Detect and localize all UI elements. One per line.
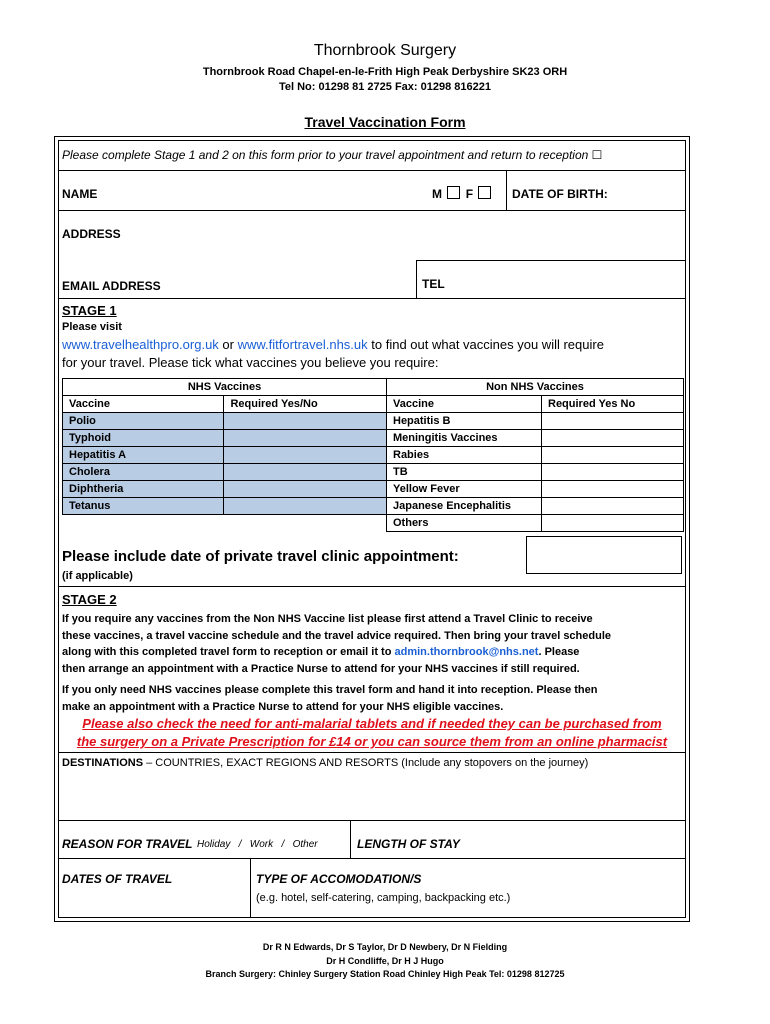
destinations-text: – COUNTRIES, EXACT REGIONS AND RESORTS (Include any stopovers on the journey)	[143, 757, 589, 769]
stage2-p1-line3b: . Please	[538, 646, 580, 658]
stage2-heading: STAGE 2	[62, 592, 117, 607]
stage1-text-line2: for your travel. Please tick what vaccines you believe you require:	[62, 355, 439, 370]
stage1-text1: to find out what vaccines you will require	[367, 337, 604, 352]
vaccine-table	[62, 378, 684, 532]
length-of-stay-label: LENGTH OF STAY	[357, 837, 460, 851]
nhs-vaccine: Typhoid	[63, 430, 224, 447]
practice-address: Thornbrook Road Chapel-en-le-Frith High Peak Derbyshire SK23 ORH	[202, 66, 568, 78]
form-title: Travel Vaccination Form	[304, 114, 466, 130]
destinations-label: DESTINATIONS	[62, 757, 144, 769]
reason-options: Holiday / Work / Other	[197, 839, 318, 850]
non-col-vaccine: Vaccine	[387, 396, 542, 413]
name-label: NAME	[62, 187, 98, 201]
stage2-p1-line4: then arrange an appointment with a Practice Nurse to attend for your NHS vaccines if still required.	[62, 662, 580, 675]
nhs-col-vaccine: Vaccine	[63, 396, 224, 413]
stage2-p2-line1: If you only need NHS vaccines please complete this travel form and hand it into reception. Please then	[62, 684, 598, 696]
non-vaccine: Yellow Fever	[387, 481, 542, 498]
private-clinic-note: (if applicable)	[62, 570, 133, 582]
footer-doctors-2: Dr H Condliffe, Dr H J Hugo	[326, 956, 444, 966]
nhs-vaccine: Tetanus	[63, 498, 224, 515]
footer-doctors-1: Dr R N Edwards, Dr S Taylor, Dr D Newbery, Dr N Fielding	[262, 942, 508, 952]
non-nhs-header: Non NHS Vaccines	[387, 379, 684, 396]
sex-options	[432, 186, 493, 201]
stage2-p1-line3a: along with this completed travel form to reception or email it to	[62, 646, 395, 658]
travelhealthpro-link[interactable]: www.travelhealthpro.org.uk	[62, 337, 219, 352]
nhs-required-cell[interactable]	[224, 498, 387, 515]
stage2-p2-line2: make an appointment with a Practice Nurse to attend for your NHS eligible vaccines.	[62, 700, 504, 713]
nhs-required-cell[interactable]	[224, 481, 387, 498]
practice-name: Thornbrook Surgery	[313, 42, 457, 59]
non-col-required: Required Yes No	[542, 396, 684, 413]
female-label: F	[465, 187, 474, 201]
non-vaccine: Japanese Encephalitis	[387, 498, 542, 515]
address-label: ADDRESS	[62, 227, 121, 241]
nhs-required-cell[interactable]	[224, 413, 387, 430]
tel-label: TEL	[422, 277, 445, 291]
non-required-cell[interactable]	[542, 430, 684, 447]
form-instruction: Please complete Stage 1 and 2 on this form prior to your travel appointment and return to reception ☐	[62, 148, 603, 162]
stage1-visit: Please visit	[62, 321, 122, 333]
accommodation-example: (e.g. hotel, self-catering, camping, backpacking etc.)	[256, 892, 511, 904]
stage2-p1-line3	[62, 644, 611, 661]
non-required-cell[interactable]	[542, 464, 684, 481]
non-required-cell[interactable]	[542, 515, 684, 532]
destinations-row	[62, 757, 588, 769]
nhs-vaccine: Hepatitis A	[63, 447, 224, 464]
non-required-cell[interactable]	[542, 413, 684, 430]
non-vaccine: Rabies	[387, 447, 542, 464]
nhs-required-empty	[224, 515, 387, 532]
nhs-required-cell[interactable]	[224, 464, 387, 481]
accommodation-label: TYPE OF ACCOMODATION/S	[256, 872, 422, 886]
stage1-text-line1	[62, 337, 604, 352]
non-required-cell[interactable]	[542, 447, 684, 464]
nhs-vaccine-empty	[63, 515, 224, 532]
non-vaccine: Meningitis Vaccines	[387, 430, 542, 447]
antimalarial-warning	[58, 715, 686, 751]
dates-label: DATES OF TRAVEL	[62, 872, 173, 886]
destinations-field[interactable]	[58, 770, 686, 820]
nhs-vaccine: Polio	[63, 413, 224, 430]
warning-line1: Please also check the need for anti-malarial tablets and if needed they can be purchased from	[82, 716, 662, 731]
or-text: or	[218, 337, 238, 352]
nhs-col-required: Required Yes/No	[224, 396, 387, 413]
reason-label: REASON FOR TRAVEL	[62, 837, 193, 851]
practice-phone: Tel No: 01298 81 2725 Fax: 01298 816221	[278, 81, 491, 93]
dob-label: DATE OF BIRTH:	[512, 187, 608, 201]
warning-line2: the surgery on a Private Prescription for £14 or you can source them from an online pharmacist	[76, 734, 668, 749]
stage1-heading: STAGE 1	[62, 303, 117, 318]
stage2-paragraph1	[62, 611, 611, 677]
private-clinic-label: Please include date of private travel clinic appointment:	[62, 548, 459, 565]
stage2-paragraph2	[62, 682, 597, 715]
non-required-cell[interactable]	[542, 498, 684, 515]
nhs-vaccine: Cholera	[63, 464, 224, 481]
footer-branch: Branch Surgery: Chinley Surgery Station Road Chinley High Peak Tel: 01298 812725	[205, 969, 565, 979]
fitfortravel-link[interactable]: www.fitfortravel.nhs.uk	[237, 337, 368, 352]
private-clinic-date-field[interactable]	[526, 536, 682, 574]
stage2-p1-line1: If you require any vaccines from the Non NHS Vaccine list please first attend a Travel Clinic to receive	[62, 613, 593, 625]
nhs-header: NHS Vaccines	[63, 379, 387, 396]
stage2-p1-line2: these vaccines, a travel vaccine schedule and the travel advice required. Then bring your travel schedule	[62, 629, 612, 642]
surgery-email-link[interactable]: admin.thornbrook@nhs.net	[394, 646, 539, 658]
non-vaccine: Others	[387, 515, 542, 532]
nhs-vaccine: Diphtheria	[63, 481, 224, 498]
non-vaccine: Hepatitis B	[387, 413, 542, 430]
non-vaccine: TB	[387, 464, 542, 481]
male-checkbox[interactable]	[447, 186, 460, 199]
male-label: M	[432, 187, 442, 201]
nhs-required-cell[interactable]	[224, 430, 387, 447]
nhs-required-cell[interactable]	[224, 447, 387, 464]
female-checkbox[interactable]	[478, 186, 491, 199]
email-label: EMAIL ADDRESS	[62, 279, 161, 293]
non-required-cell[interactable]	[542, 481, 684, 498]
